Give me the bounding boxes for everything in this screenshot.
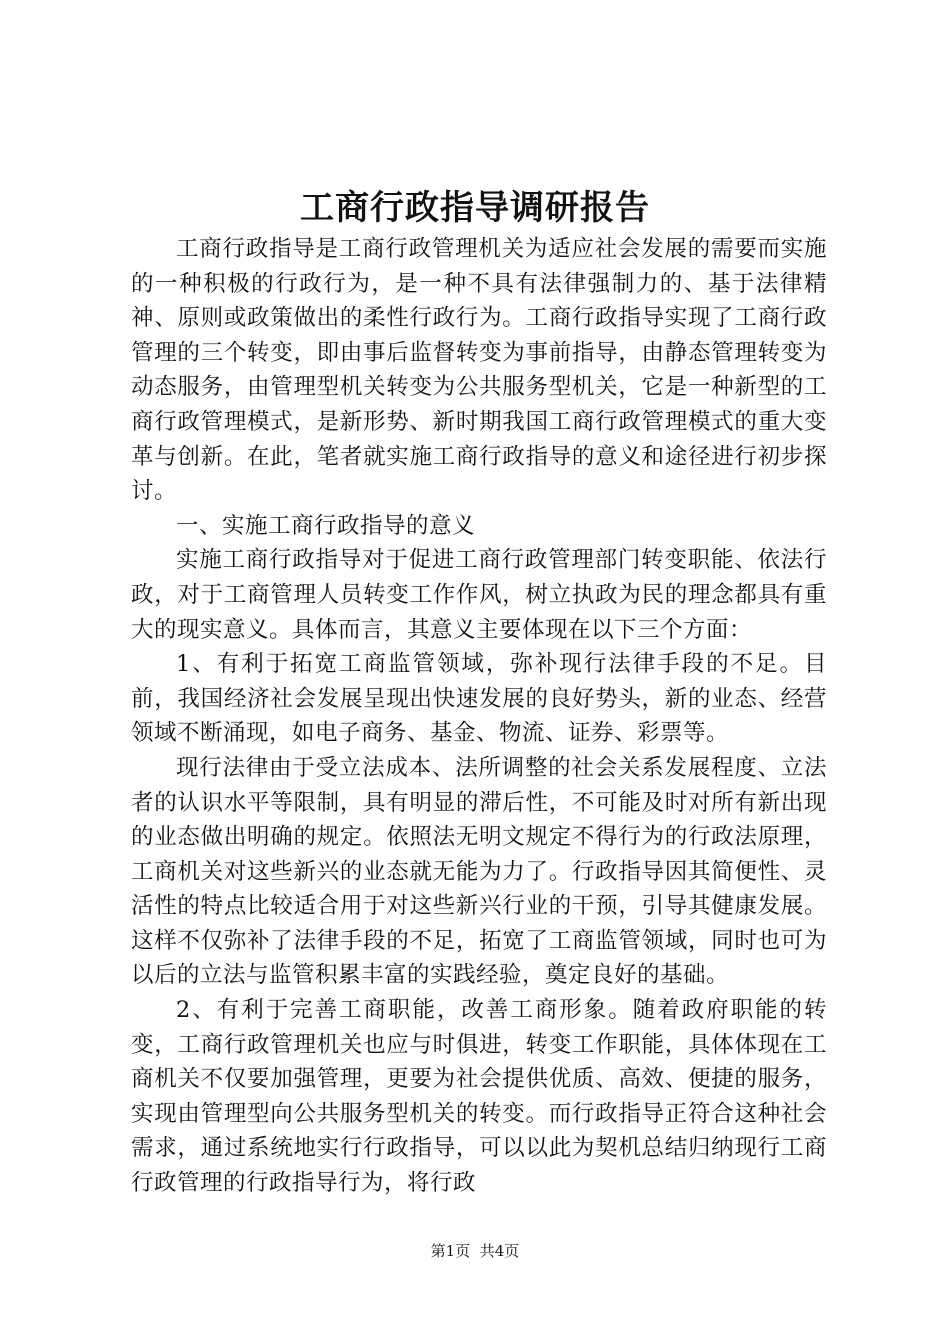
- document-title: 工商行政指导调研报告: [300, 188, 650, 228]
- page-total: 共4页: [479, 1242, 520, 1260]
- paragraph-intro: 工商行政指导是工商行政管理机关为适应社会发展的需要而实施的一种积极的行政行为，是一种不具有法律强制力的、基于法律精神、原则或政策做出的柔性行政行为。工商行政指导实现了工商行政管理的三个转变，即由事后监督转变为事前指导，由静态管理转变为动态服务，由管理型机关转变为公共服务型机关，它是一种新型的工商行政管理模式，是新形势、新时期我国工商行政管理模式的重大变革与创新。在此，笔者就实施工商行政指导的意义和途径进行初步探讨。: [131, 236, 827, 505]
- paragraph-point-1: 1、有利于拓宽工商监管领域，弥补现行法律手段的不足。目前，我国经济社会发展呈现出快速发展的良好势头，新的业态、经营领域不断涌现，如电子商务、基金、物流、证券、彩票等。: [131, 651, 827, 747]
- paragraph-point-2: 2、有利于完善工商职能，改善工商形象。随着政府职能的转变，工商行政管理机关也应与时俱进，转变工作职能，具体体现在工商机关不仅要加强管理，更要为社会提供优质、高效、便捷的服务，实现由管理型向公共服务型机关的转变。而行政指导正符合这种社会需求，通过系统地实行行政指导，可以以此为契机总结归纳现行工商行政管理的行政指导行为，将行政: [131, 997, 827, 1197]
- page-footer: [0, 1240, 950, 1262]
- page-number: 第1页: [430, 1242, 471, 1260]
- document-body: [131, 232, 827, 1201]
- section-heading-1: 一、实施工商行政指导的意义: [176, 512, 476, 539]
- paragraph-point-1-detail: 现行法律由于受立法成本、法所调整的社会关系发展程度、立法者的认识水平等限制，具有明显的滞后性，不可能及时对所有新出现的业态做出明确的规定。依照法无明文规定不得行为的行政法原理，工商机关对这些新兴的业态就无能为力了。行政指导因其简便性、灵活性的特点比较适合用于对这些新兴行业的干预，引导其健康发展。这样不仅弥补了法律手段的不足，拓宽了工商监管领域，同时也可为以后的立法与监管积累丰富的实践经验，奠定良好的基础。: [131, 754, 827, 989]
- paragraph-significance: 实施工商行政指导对于促进工商行政管理部门转变职能、依法行政，对于工商管理人员转变工作作风，树立执政为民的理念都具有重大的现实意义。具体而言，其意义主要体现在以下三个方面：: [131, 547, 827, 643]
